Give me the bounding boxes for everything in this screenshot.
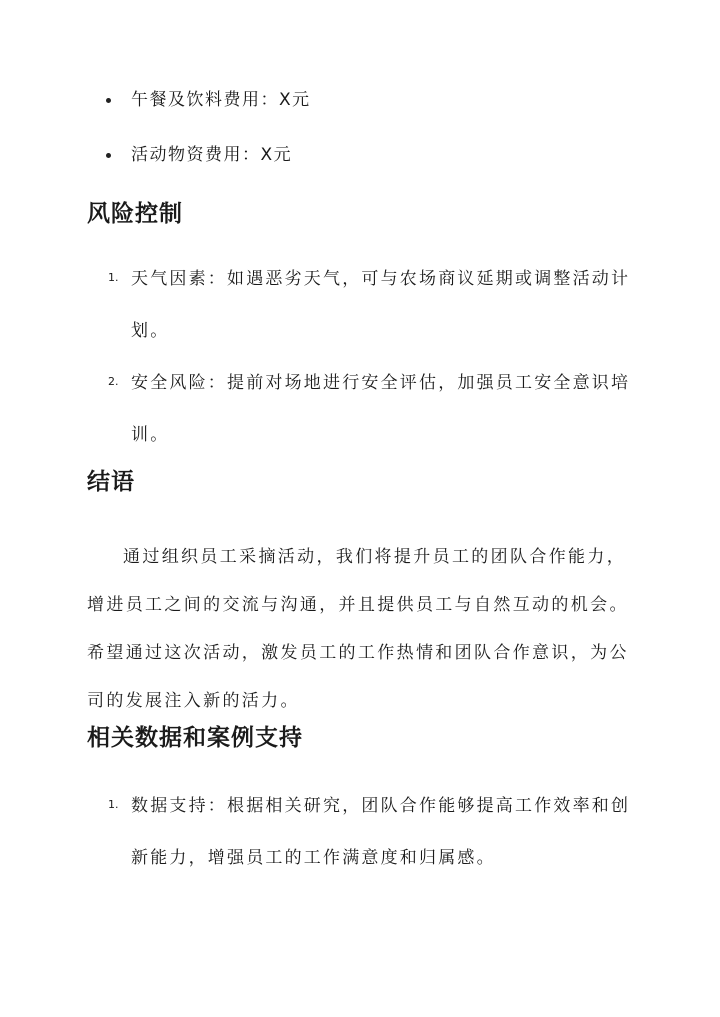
list-number: 1. [108, 271, 119, 284]
bullet-icon [106, 153, 111, 158]
list-number: 2. [108, 375, 119, 388]
conclusion-paragraph: 通过组织员工采摘活动，我们将提升员工的团队合作能力，增进员工之间的交流与沟通，并且提供员工与自然互动的机会。希望通过这次活动，激发员工的工作热情和团队合作意识，为公司的发展注入新的活力。 [87, 547, 629, 711]
budget-item-text: 午餐及饮料费用：X元 [131, 90, 311, 110]
support-item-text: 数据支持：根据相关研究，团队合作能够提高工作效率和创新能力，增强员工的工作满意度和归属感。 [131, 796, 631, 868]
risk-item-text: 安全风险：提前对场地进行安全评估，加强员工安全意识培训。 [131, 373, 631, 445]
list-number: 1. [108, 798, 119, 811]
section-heading-risk: 风险控制 [87, 201, 183, 227]
budget-item-text: 活动物资费用：X元 [131, 145, 293, 165]
risk-item-text: 天气因素：如遇恶劣天气，可与农场商议延期或调整活动计划。 [131, 269, 631, 341]
section-heading-support: 相关数据和案例支持 [87, 725, 303, 751]
section-heading-conclusion: 结语 [87, 469, 135, 495]
bullet-icon [106, 98, 111, 103]
